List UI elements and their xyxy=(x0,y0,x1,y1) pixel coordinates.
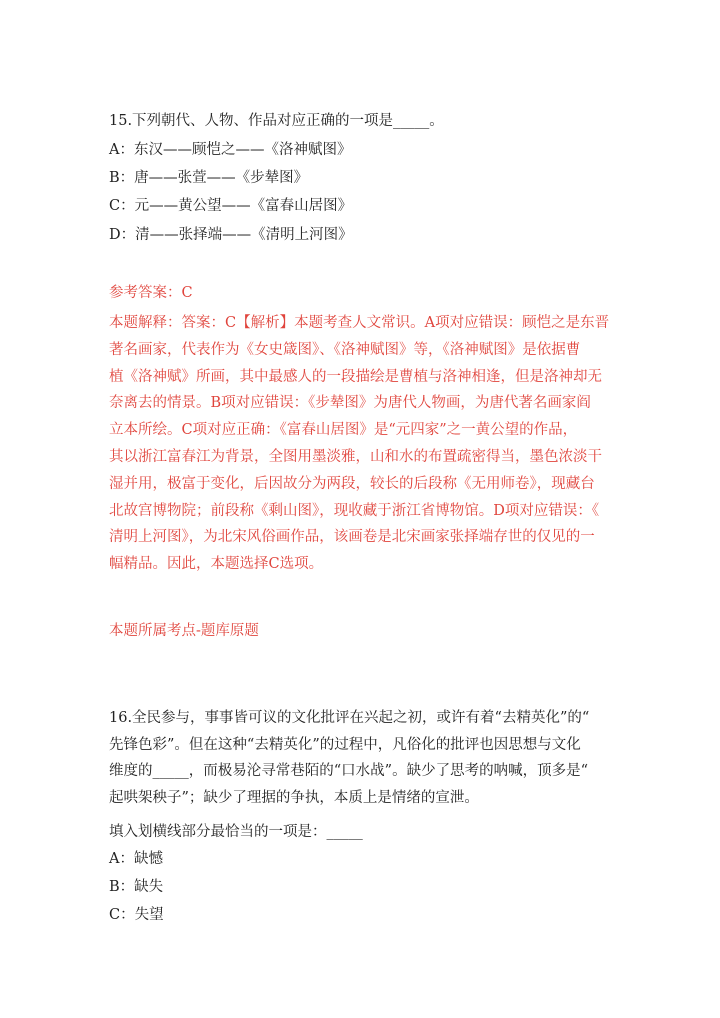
question-16-option-c: C：失望 xyxy=(109,907,164,923)
question-15-option-d: D：清——张择端——《清明上河图》 xyxy=(109,227,353,243)
stem-line: 维度的_____，而极易沦寻常巷陌的“口水战”。缺少了思考的呐喊，顶多是“ xyxy=(109,763,588,779)
question-15-topic-tag: 本题所属考点-题库原题 xyxy=(109,623,259,639)
explanation-line: 奈离去的情景。B项对应错误：《步辇图》为唐代人物画，为唐代著名画家阎 xyxy=(109,395,591,412)
question-16-fill-prompt: 填入划横线部分最恰当的一项是：_____ xyxy=(109,824,363,840)
explanation-line: 北故宫博物院；前段称《剩山图》，现收藏于浙江省博物馆。D项对应错误：《 xyxy=(109,502,600,519)
stem-line: 16.全民参与，事事皆可议的文化批评在兴起之初，或许有着“去精英化”的“ xyxy=(109,710,590,726)
stem-line: 先锋色彩”。但在这种“去精英化”的过程中，凡俗化的批评也因思想与文化 xyxy=(109,736,581,753)
question-15-stem: 15.下列朝代、人物、作品对应正确的一项是_____。 xyxy=(109,113,444,129)
stem-line: 起哄架秧子”；缺少了理据的争执，本质上是情绪的宣泄。 xyxy=(109,789,479,806)
explanation-line: 湿并用，极富于变化，后因故分为两段，较长的后段称《无用师卷》，现藏台 xyxy=(109,475,595,492)
explanation-line: 著名画家，代表作为《女史箴图》、《洛神赋图》等，《洛神赋图》是依据曹 xyxy=(109,341,581,358)
question-16-stem xyxy=(109,705,609,811)
explanation-line: 立本所绘。C项对应正确：《富春山居图》是“元四家”之一黄公望的作品， xyxy=(109,422,578,439)
explanation-line: 清明上河图》，为北宋风俗画作品，该画卷是北宋画家张择端存世的仅见的一 xyxy=(109,529,595,546)
explanation-line: 幅精品。因此，本题选择C选项。 xyxy=(109,556,324,573)
question-15-option-c: C：元——黄公望——《富春山居图》 xyxy=(109,198,353,214)
question-15-explanation xyxy=(109,310,609,578)
question-16-option-a: A：缺憾 xyxy=(109,851,163,867)
question-15-answer: 参考答案：C xyxy=(109,285,193,301)
question-15-option-a: A：东汉——顾恺之——《洛神赋图》 xyxy=(109,142,352,158)
explanation-line: 本题解释：答案：C【解析】本题考查人文常识。A项对应错误：顾恺之是东晋 xyxy=(109,315,610,331)
explanation-line: 其以浙江富春江为背景，全图用墨淡雅，山和水的布置疏密得当，墨色浓淡干 xyxy=(109,448,602,465)
explanation-line: 植《洛神赋》所画，其中最感人的一段描绘是曹植与洛神相逢，但是洛神却无 xyxy=(109,368,602,385)
question-15-option-b: B：唐——张萱——《步辇图》 xyxy=(109,170,309,186)
question-16-option-b: B：缺失 xyxy=(109,879,164,895)
